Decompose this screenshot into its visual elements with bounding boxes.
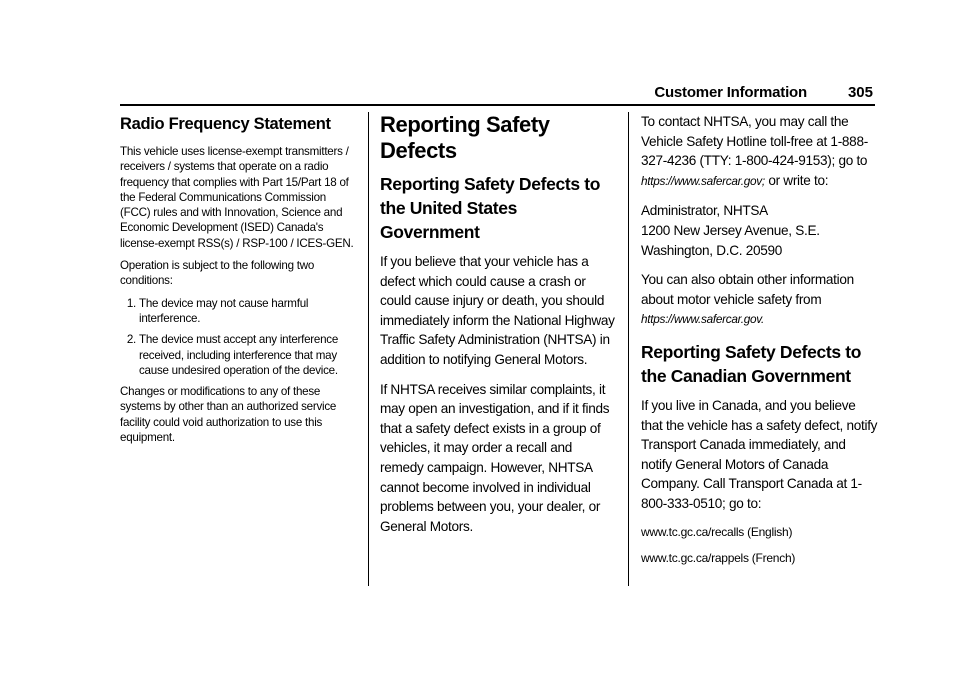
nhtsa-address: [641, 201, 879, 260]
page-header: [120, 84, 875, 106]
contact-tail: or write to:: [768, 172, 829, 188]
address-line: Washington, D.C. 20590: [641, 242, 782, 258]
address-line: 1200 New Jersey Avenue, S.E.: [641, 222, 820, 238]
safercar-link[interactable]: https://www.safercar.gov;: [641, 173, 765, 188]
us-defect-paragraph: If you believe that your vehicle has a defect which could cause a crash or could cause injury or death, you should immediately inform the National Highway Traffic Safety Administration (NHTSA) in addition to notifying General Motors.: [380, 254, 615, 367]
canada-paragraph: If you live in Canada, and you believe that the vehicle has a safety defect, notify Transport Canada immediately, and notify General Motors of Canada Company. Call Transport Canada at 1-800-333-0510; go to:: [641, 397, 878, 511]
column-radio-frequency: [120, 112, 354, 452]
contact-text: To contact NHTSA, you may call the Vehicle Safety Hotline toll-free at 1-888-327-4236 (TTY: 1-800-424-9153); go to: [641, 114, 868, 169]
modifications-paragraph: Changes or modifications to any of these systems by other than an authorized service facility could void authorization to use this equipment.: [120, 385, 337, 445]
contact-nhtsa-paragraph: [641, 112, 879, 191]
safety-defects-heading: Reporting Safety Defects: [380, 112, 550, 163]
nhtsa-investigation-paragraph: If NHTSA receives similar complaints, it may open an investigation, and if it finds that a safety defect exists in a group of vehicles, it may order a recall and remedy campaign. However, NHTSA cannot become involved in individual problems between you, your dealer, or General Motors.: [380, 381, 610, 534]
other-info-paragraph: [641, 270, 879, 330]
list-item: 1. The device may not cause harmful interference.: [139, 296, 354, 327]
conditions-list: [120, 296, 354, 378]
column-divider-2: [628, 112, 629, 586]
section-title: Customer Information: [654, 84, 807, 101]
conditions-intro: Operation is subject to the following two conditions:: [120, 259, 315, 288]
address-line: Administrator, NHTSA: [641, 203, 768, 219]
info-text: You can also obtain other information about motor vehicle safety from: [641, 272, 854, 307]
column-contact: [641, 112, 879, 576]
us-government-subheading: Reporting Safety Defects to the United States Government: [380, 174, 601, 242]
radio-frequency-heading: Radio Frequency Statement: [120, 115, 331, 133]
list-item: 2. The device must accept any interference received, including interference that may cause undesired operation of the device.: [139, 332, 354, 378]
radio-frequency-paragraph: This vehicle uses license-exempt transmitters / receivers / systems that operate on a radio frequency that complies with Part 15/Part 18 of the Federal Communications Commission (FCC) rules and with Innovation, Science and Economic Development (ISED) Canada's license-exempt RSS(s) / RSP-100 / ICES-GEN.: [120, 145, 354, 250]
canadian-government-subheading: Reporting Safety Defects to the Canadian Government: [641, 341, 862, 386]
safercar-info-link[interactable]: https://www.safercar.gov.: [641, 312, 764, 327]
column-divider-1: [368, 112, 369, 586]
transport-canada-english-link[interactable]: www.tc.gc.ca/recalls (English): [641, 524, 793, 539]
transport-canada-french-link[interactable]: www.tc.gc.ca/rappels (French): [641, 550, 796, 565]
page-number: 305: [847, 84, 873, 101]
column-safety-defects: [380, 112, 618, 546]
